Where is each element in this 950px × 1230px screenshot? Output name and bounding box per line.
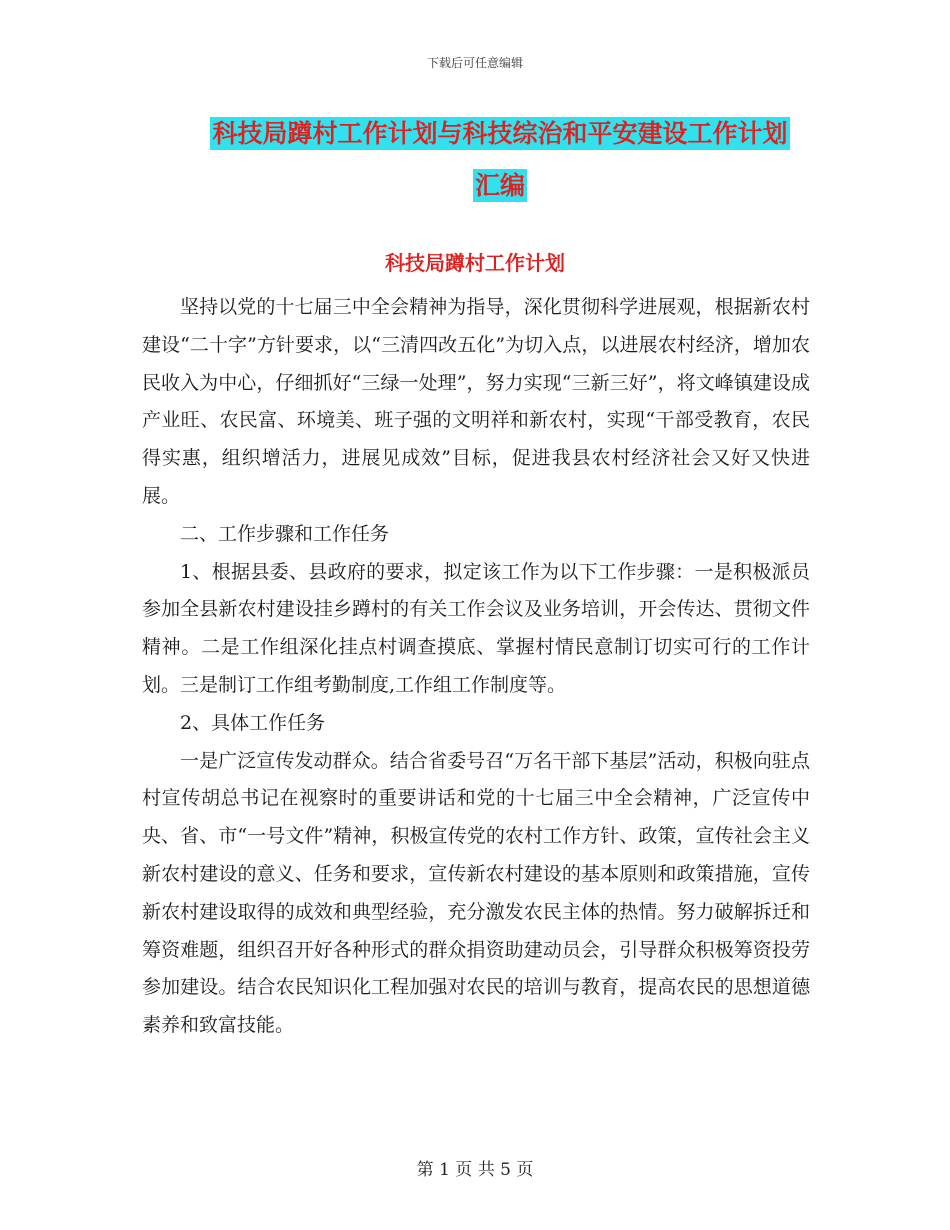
- paragraph: 一是广泛宣传发动群众。结合省委号召“万名干部下基层”活动，积极向驻点村宣传胡总书记在视察时的重要讲话和党的十七届三中全会精神，广泛宣传中央、省、市“一号文件”精神，积极宣传党的农村工作方针、政策，宣传社会主义新农村建设的意义、任务和要求，宣传新农村建设的基本原则和政策措施，宣传新农村建设取得的成效和典型经验，充分激发农民主体的热情。努力破解拆迁和筹资难题，组织召开好各种形式的群众捐资助建动员会，引导群众积极筹资投劳参加建设。结合农民知识化工程加强对农民的培训与教育，提高农民的思想道德素养和致富技能。: [142, 749, 810, 1037]
- paragraph: 2、具体工作任务: [180, 711, 326, 734]
- header-note: 下载后可任意编辑: [426, 56, 523, 70]
- document-title-line2: 汇编: [474, 171, 525, 200]
- page-footer: 第 1 页 共 5 页: [416, 1160, 534, 1180]
- document-title-line1: 科技局蹲村工作计划与科技综治和平安建设工作计划: [212, 119, 788, 148]
- paragraph: 二、工作步骤和工作任务: [180, 522, 390, 545]
- paragraph: 坚持以党的十七届三中全会精神为指导，深化贯彻科学进展观，根据新农村建设“二十字”方针要求，以“三清四改五化”为切入点，以进展农村经济，增加农民收入为中心，仔细抓好“三绿一处理”，努力实现“三新三好”，将文峰镇建设成产业旺、农民富、环境美、班子强的文明祥和新农村，实现“干部受教育，农民得实惠，组织增活力，进展见成效”目标，促进我县农村经济社会又好又快进展。: [142, 296, 810, 507]
- document-title: [190, 108, 810, 212]
- document-body: [142, 289, 810, 1045]
- section-title: 科技局蹲村工作计划: [385, 251, 565, 275]
- paragraph: 1、根据县委、县政府的要求，拟定该工作为以下工作步骤：一是积极派员参加全县新农村建设挂乡蹲村的有关工作会议及业务培训，开会传达、贯彻文件精神。二是工作组深化挂点村调查摸底、掌握村情民意制订切实可行的工作计划。三是制订工作组考勤制度,工作组工作制度等。: [142, 560, 810, 696]
